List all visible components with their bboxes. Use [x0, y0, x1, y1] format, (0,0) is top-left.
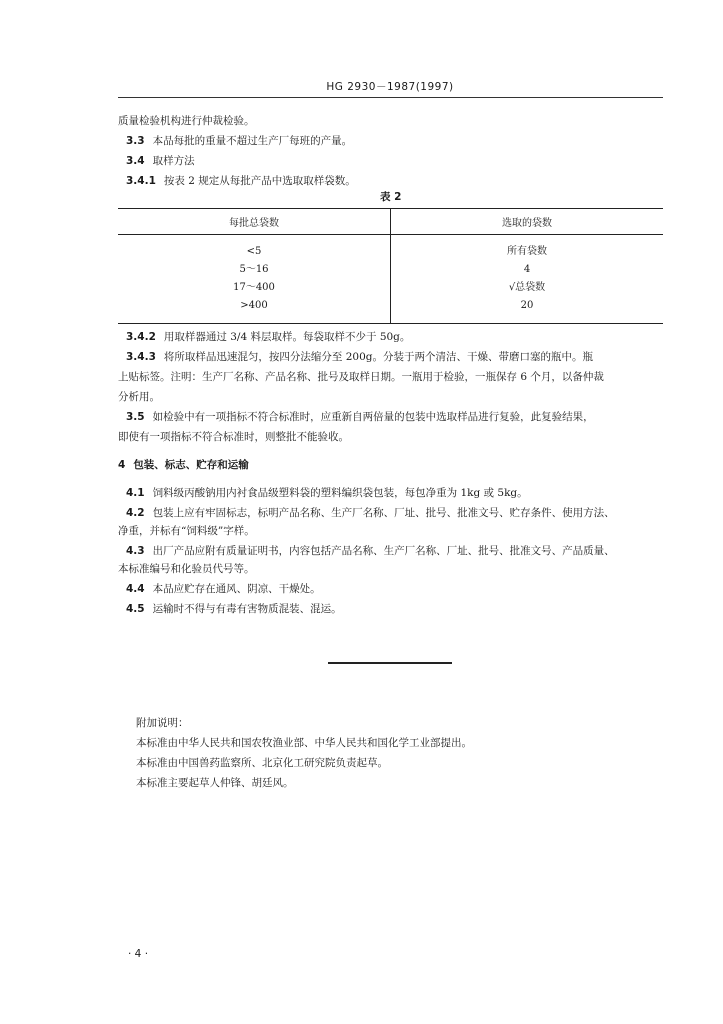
- section-text: 用取样器通过 3/4 料层取样。每袋取样不少于 50g。: [163, 331, 411, 343]
- section-3-4-1: [126, 174, 672, 188]
- table-header-selected-bags: 选取的袋数: [502, 218, 552, 229]
- section-text: 本品应贮存在通风、阴凉、干燥处。: [152, 583, 321, 595]
- section-4-1: [126, 486, 672, 500]
- page-header: HG 2930－1987(1997): [326, 81, 454, 93]
- section-text: 将所取样品迅速混匀，按四分法缩分至 200g。分装于两个清洁、干燥、带磨口塞的瓶中。瓶: [163, 351, 594, 363]
- section-number: 3.3: [126, 135, 145, 147]
- table-cell: 5～16: [239, 264, 269, 275]
- note-line: 本标准由中华人民共和国农牧渔业部、中华人民共和国化学工业部提出。: [136, 737, 472, 749]
- section-4-heading: [118, 458, 664, 472]
- section-3-4-3: [126, 350, 672, 364]
- note-title: 附加说明：: [136, 717, 189, 729]
- section-number: 3.5: [126, 411, 145, 423]
- header-rule: [118, 97, 663, 98]
- table-header-total-bags: 每批总袋数: [229, 218, 279, 229]
- section-4-2-cont: 净重，并标有“饲料级”字样。: [118, 525, 255, 537]
- note-line: 本标准由中国兽药监察所、北京化工研究院负责起草。: [136, 757, 388, 769]
- table-cell: 所有袋数: [507, 246, 547, 257]
- section-title: 包装、标志、贮存和运输: [133, 459, 249, 471]
- section-4-2: [126, 506, 672, 520]
- table-cell: 20: [520, 300, 534, 311]
- table-cell: >400: [240, 300, 268, 311]
- paragraph-continuation: 质量检验机构进行仲裁检验。: [118, 115, 255, 127]
- section-3-5-cont: 即使有一项指标不符合标准时，则整批不能验收。: [118, 431, 349, 443]
- section-number: 3.4: [126, 155, 145, 167]
- section-text: 饲料级丙酸钠用内衬食品级塑料袋的塑料编织袋包装，每包净重为 1kg 或 5kg。: [152, 487, 528, 499]
- section-4-3-cont: 本标准编号和化验员代号等。: [118, 563, 255, 575]
- end-divider: [328, 662, 452, 664]
- section-3-4-3-cont: 上贴标签。注明：生产厂名称、产品名称、批号及取样日期。一瓶用于检验，一瓶保存 6 个月，以备仲裁: [118, 371, 604, 383]
- section-number: 4.3: [126, 545, 145, 557]
- section-text: 运输时不得与有毒有害物质混装、混运。: [152, 603, 342, 615]
- section-text: 取样方法: [152, 155, 195, 167]
- page-number: · 4 ·: [128, 948, 149, 960]
- section-number: 4.1: [126, 487, 145, 499]
- section-number: 3.4.2: [126, 331, 156, 343]
- section-text: 出厂产品应附有质量证明书，内容包括产品名称、生产厂名称、厂址、批号、批准文号、产品质量、: [152, 545, 615, 557]
- section-number: 3.4.1: [126, 175, 156, 187]
- section-text: 本品每批的重量不超过生产厂每班的产量。: [152, 135, 353, 147]
- section-number: 4.5: [126, 603, 145, 615]
- section-number: 4.4: [126, 583, 145, 595]
- table-cell: 17～400: [233, 282, 275, 293]
- table-cell: √总袋数: [508, 282, 546, 293]
- table-cell: <5: [246, 246, 262, 257]
- section-3-4-3-cont: 分析用。: [118, 391, 160, 403]
- section-text: 按表 2 规定从每批产品中选取取样袋数。: [163, 175, 356, 187]
- note-line: 本标准主要起草人仲锋、胡廷风。: [136, 777, 294, 789]
- section-text: 如检验中有一项指标不符合标准时，应重新自两倍量的包装中选取样品进行复验，此复验结果，: [152, 411, 594, 423]
- section-number: 4: [118, 459, 126, 471]
- section-4-4: [126, 582, 672, 596]
- section-3-5: [126, 410, 672, 424]
- section-number: 3.4.3: [126, 351, 156, 363]
- section-3-4-2: [126, 330, 672, 344]
- section-number: 4.2: [126, 507, 145, 519]
- sampling-table: [118, 208, 663, 324]
- table-cell: 4: [523, 264, 531, 275]
- section-3-3: [126, 134, 672, 148]
- table-title: 表 2: [380, 191, 402, 203]
- section-3-4: [126, 154, 672, 168]
- section-4-5: [126, 602, 672, 616]
- section-text: 包装上应有牢固标志，标明产品名称、生产厂名称、厂址、批号、批准文号、贮存条件、使用方法、: [152, 507, 615, 519]
- section-4-3: [126, 544, 672, 558]
